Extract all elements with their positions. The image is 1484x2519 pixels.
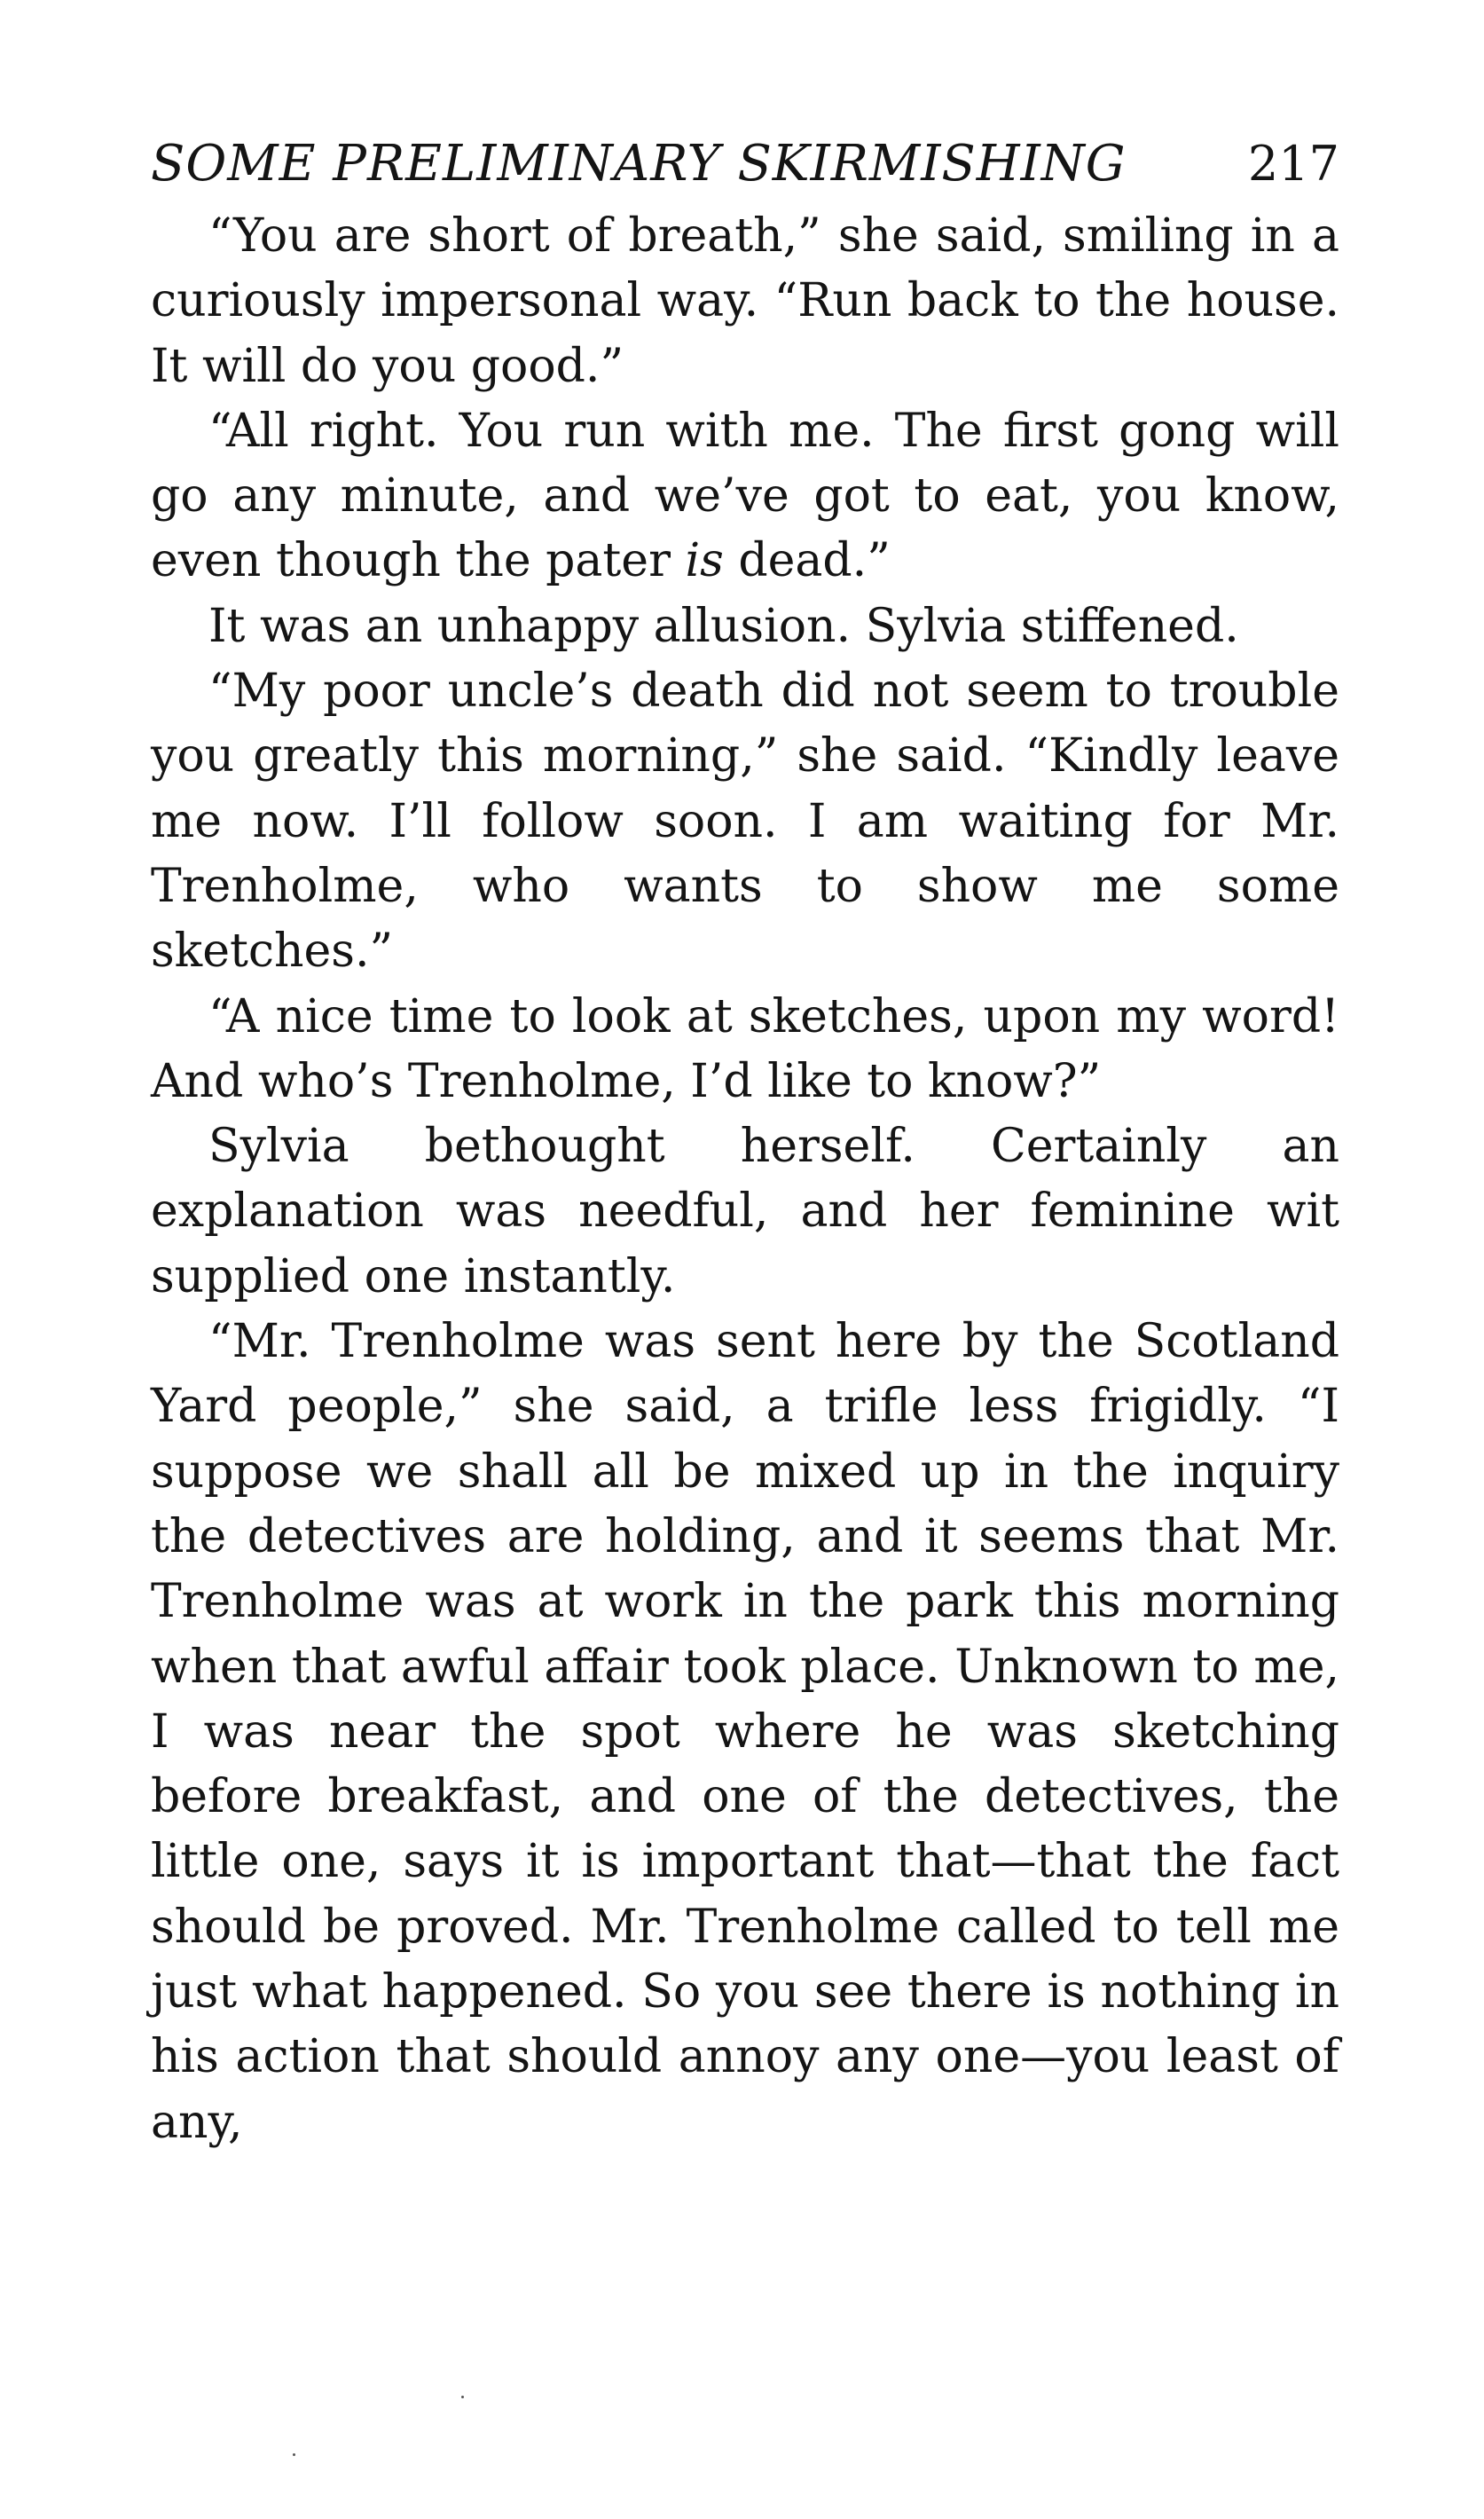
paper-speck [293,2453,295,2456]
paragraph: “A nice time to look at sketches, upon my word! And who’s Trenholme, I’d like to know?” [151,989,1339,1108]
paragraph: “You are short of breath,” she said, smiling in a curiously impersonal way. “Run back to the house. It will do you good.” [151,209,1339,393]
paragraph: It was an unhappy allusion. Sylvia stiffened. [208,599,1239,653]
paragraph: “Mr. Trenholme was sent here by the Scotland Yard people,” she said, a trifle less frigidly. “I suppose we shall all be mixed up in the inquiry the detectives are holding, and it seems that Mr. Trenholme was at work in the park this morning when that awful affair took place. Unknown to me, I was near the spot where he was sketching before breakfast, and one of the detectives, the little one, says it is important that—that the fact should be proved. Mr. Trenholme called to tell me just what happened. So you see there is nothing in his action that should annoy any one—you least of any, [151,1315,1339,2149]
book-page [151,133,1339,2155]
paper-speck [461,2396,464,2398]
running-head [151,133,1339,195]
body-text [151,204,1339,2155]
paragraph-text: “All right. You run with me. The first gong will go any minute, and we’ve got to eat, you know, even though the pater [151,404,1339,588]
paragraph: “My poor uncle’s death did not seem to trouble you greatly this morning,” she said. “Kindly leave me now. I’ll follow soon. I am waiting for Mr. Trenholme, who wants to show me some sketches.” [151,665,1339,979]
paragraph-text: dead.” [723,534,891,588]
paragraph [151,399,1339,594]
emphasis-text: is [685,534,724,588]
paragraph: Sylvia bethought herself. Certainly an explanation was needful, and her feminine wit supplied one instantly. [151,1120,1339,1303]
page-number: 217 [1247,136,1339,192]
running-title: SOME PRELIMINARY SKIRMISHING [151,135,1127,193]
